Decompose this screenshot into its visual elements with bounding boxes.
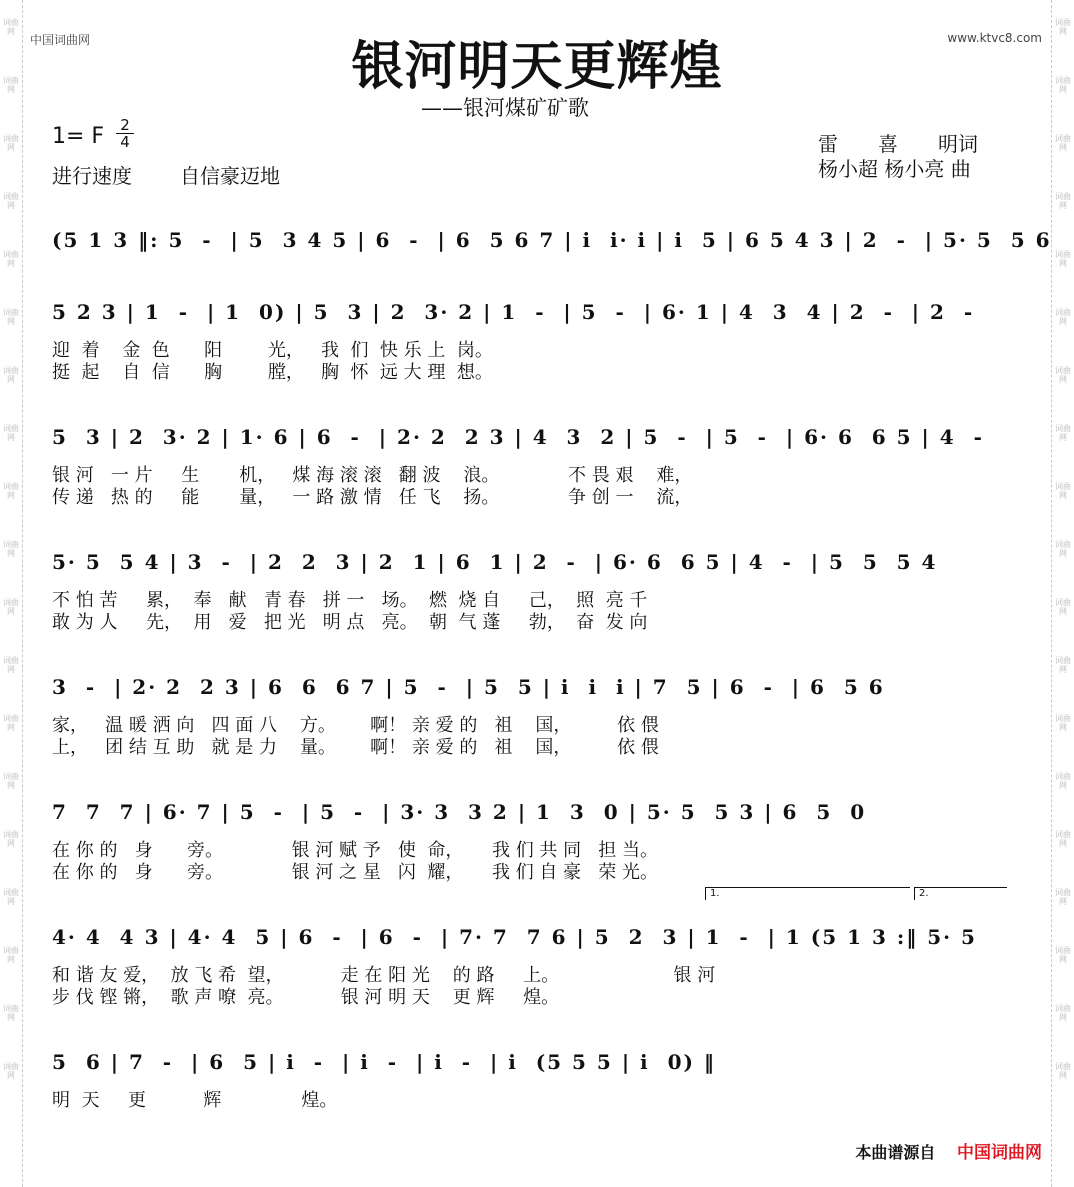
side-watermark-text: 词曲网 [1055,366,1071,384]
song-subtitle: ——银河煤矿矿歌 [421,96,589,120]
side-watermark-text: 词曲网 [1055,772,1071,790]
side-watermark-text: 词曲网 [3,540,19,558]
score-row-notes: 5 6 | 7 - | 6 5 | i - | i - | i - | i (5 5 5 | i 0) ‖ [52,1050,716,1074]
score-row-notes: 4· 4 4 3 | 4· 4 5 | 6 - | 6 - | 7· 7 7 6 | 5 2 3 | 1 - | 1 (5 1 3 :‖ 5· 5 [52,925,977,949]
side-watermark-text: 词曲网 [1055,482,1071,500]
side-watermark-text: 词曲网 [1055,308,1071,326]
side-watermark-text: 词曲网 [1055,250,1071,268]
side-watermark-text: 词曲网 [3,598,19,616]
side-watermark-text: 词曲网 [3,830,19,848]
side-watermark-text: 词曲网 [1055,76,1071,94]
lyric-line-verse-1: 银 河 一 片 生 机， 煤 海 滚 滚 翻 波 浪。 不 畏 艰 难， [52,465,693,486]
tempo-value: 自信豪迈地 [180,164,280,188]
site-name-top-left: 中国词曲网 [30,33,91,47]
lyric-line-verse-2: 挺 起 自 信 胸 膛， 胸 怀 远 大 理 想。 [52,362,493,383]
footer-source [855,1138,1042,1163]
side-watermark-text: 词曲网 [3,1004,19,1022]
side-watermark-text: 词曲网 [1055,192,1071,210]
lyric-line-verse-2: 在 你 的 身 旁。 银 河 之 星 闪 耀， 我 们 自 豪 荣 光。 [52,862,659,883]
side-watermark-text: 词曲网 [3,424,19,442]
lyricist-credit: 雷 喜 明词 [818,132,978,156]
side-watermark-text: 词曲网 [1055,598,1071,616]
side-watermark-text: 词曲网 [1055,946,1071,964]
side-watermark-text: 词曲网 [1055,18,1071,36]
side-watermark-text: 词曲网 [3,1062,19,1080]
side-watermark-text: 词曲网 [1055,714,1071,732]
side-watermark-text: 词曲网 [3,656,19,674]
side-watermark-text: 词曲网 [3,192,19,210]
side-watermark-text: 词曲网 [1055,1004,1071,1022]
side-watermark-text: 词曲网 [1055,424,1071,442]
side-watermark-text: 词曲网 [1055,134,1071,152]
side-watermark-text: 词曲网 [3,772,19,790]
side-watermark-text: 词曲网 [3,714,19,732]
tempo-label: 进行速度 [52,164,132,188]
time-sig-top: 2 [120,116,130,134]
score-row-notes: 3 - | 2· 2 2 3 | 6 6 6 7 | 5 - | 5 5 | i i i | 7 5 | 6 - | 6 5 6 [52,675,885,699]
volta-second-label: 2. [919,888,929,899]
side-watermark-text: 词曲网 [1055,656,1071,674]
volta-first-ending [705,887,910,900]
side-watermark-text: 词曲网 [3,134,19,152]
song-title: 银河明天更辉煌 [351,37,723,97]
time-signature [116,118,134,149]
side-watermark-text: 词曲网 [1055,1062,1071,1080]
side-watermark-text: 词曲网 [3,308,19,326]
side-watermark-text: 词曲网 [1055,830,1071,848]
lyric-line-verse-1: 在 你 的 身 旁。 银 河 赋 予 使 命， 我 们 共 同 担 当。 [52,840,659,861]
lyric-line-verse-2: 敢 为 人 先， 用 爱 把 光 明 点 亮。 朝 气 蓬 勃， 奋 发 向 [52,612,648,633]
footer-brand-link[interactable]: 中国词曲网 [957,1143,1042,1163]
lyric-line-verse-1: 和 谐 友 爱， 放 飞 希 望， 走 在 阳 光 的 路 上。 银 河 [52,965,716,986]
left-watermark-strip [0,0,23,1187]
footer-source-label: 本曲谱源自 [855,1143,936,1162]
side-watermark-text: 词曲网 [1055,888,1071,906]
score-row-notes: 5 2 3 | 1 - | 1 0) | 5 3 | 2 3· 2 | 1 - | 5 - | 6· 1 | 4 3 4 | 2 - | 2 - [52,300,975,324]
lyric-line-verse-2: 上， 团 结 互 助 就 是 力 量。 啊！ 亲 爱 的 祖 国， 依 偎 [52,737,659,758]
time-sig-bottom: 4 [120,133,130,151]
lyric-line-verse-1: 迎 着 金 色 阳 光， 我 们 快 乐 上 岗。 [52,340,493,361]
side-watermark-text: 词曲网 [3,250,19,268]
lyric-line-verse-2: 步 伐 铿 锵， 歌 声 嘹 亮。 银 河 明 天 更 辉 煌。 [52,987,560,1008]
lyric-line-verse-1: 家， 温 暖 洒 向 四 面 八 方。 啊！ 亲 爱 的 祖 国， 依 偎 [52,715,659,736]
side-watermark-text: 词曲网 [3,366,19,384]
lyric-line-verse-1: 明 天 更 辉 煌。 [52,1090,338,1111]
side-watermark-text: 词曲网 [1055,540,1071,558]
side-watermark-text: 词曲网 [3,946,19,964]
lyric-line-verse-1: 不 怕 苦 累， 奉 献 青 春 拼 一 场。 燃 烧 自 己， 照 亮 千 [52,590,648,611]
composer-credit: 杨小超 杨小亮 曲 [818,157,971,181]
site-url-top-right: www.ktvc8.com [947,31,1042,45]
side-watermark-text: 词曲网 [3,18,19,36]
score-row-notes: (5 1 3 ‖: 5 - | 5 3 4 5 | 6 - | 6 5 6 7 | i i· i | i 5 | 6 5 4 3 | 2 - | 5· 5 5 6 [52,228,1052,252]
score-row-notes: 7 7 7 | 6· 7 | 5 - | 5 - | 3· 3 3 2 | 1 3 0 | 5· 5 5 3 | 6 5 0 [52,800,867,824]
volta-first-label: 1. [710,888,720,899]
score-row-notes: 5 3 | 2 3· 2 | 1· 6 | 6 - | 2· 2 2 3 | 4 3 2 | 5 - | 5 - | 6· 6 6 5 | 4 - [52,425,984,449]
side-watermark-text: 词曲网 [3,76,19,94]
right-watermark-strip [1051,0,1074,1187]
score-row-notes: 5· 5 5 4 | 3 - | 2 2 3 | 2 1 | 6 1 | 2 - | 6· 6 6 5 | 4 - | 5 5 5 4 [52,550,938,574]
side-watermark-text: 词曲网 [3,888,19,906]
lyric-line-verse-2: 传 递 热 的 能 量， 一 路 激 情 任 飞 扬。 争 创 一 流， [52,487,693,508]
key-signature: 1= F [52,124,105,149]
side-watermark-text: 词曲网 [3,482,19,500]
volta-second-ending [914,887,1007,900]
